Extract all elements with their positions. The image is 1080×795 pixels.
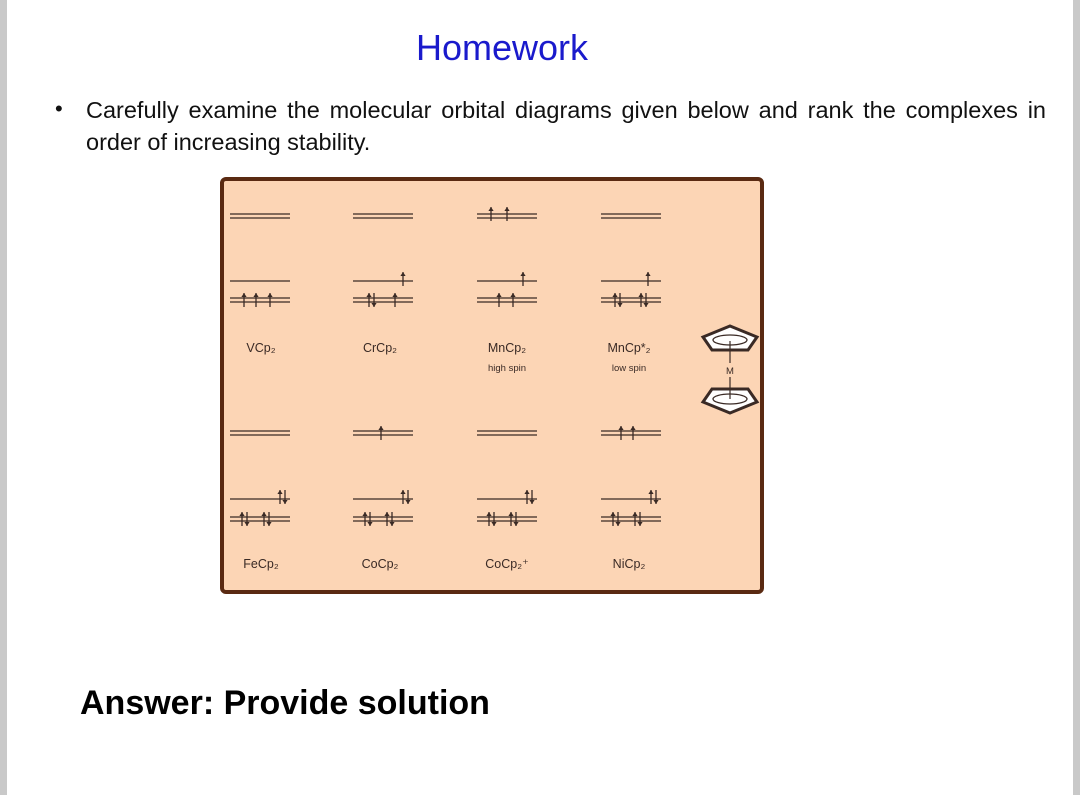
mo-electron-cr-4-head [400,272,405,276]
mo-electron-co-5-head [400,490,405,494]
slide-title: Homework [415,27,589,68]
mo-electron-coplus-1-head [486,512,491,516]
mo-electron-mnhs-2-head [504,207,509,211]
mo-electron-coplus-3-head [508,512,513,516]
mo-electron-ni-5-head [648,490,653,494]
mo-electron-mnhs-1-head [488,207,493,211]
mo-electron-fe-2-head [244,522,249,526]
mo-electron-v-1-head [241,293,246,297]
sublabel-top-2: high spin [487,363,527,374]
mo-electron-fe-4-head [266,522,271,526]
label-top-1: CrCp₂ [362,341,398,355]
label-bottom-3: NiCp₂ [612,557,646,571]
mo-electron-mnhs-5-head [510,293,515,297]
mo-electron-ni-8-head [630,426,635,430]
mo-diagrams-svg [224,181,760,590]
mo-electron-fe-3-head [261,512,266,516]
bullet-text: Carefully examine the molecular orbital diagrams given below and rank the complexes in order of increasing stability. [86,97,1046,155]
mo-electron-v-2-head [253,293,258,297]
mo-electron-co-3-head [384,512,389,516]
mo-electron-coplus-6-head [529,500,534,504]
mo-electron-cr-1-head [366,293,371,297]
mo-electron-co-7-head [378,426,383,430]
mo-electron-fe-1-head [239,512,244,516]
mo-electron-mnls-5-head [645,272,650,276]
mo-electron-mnls-2-head [617,303,622,307]
mo-electron-coplus-5-head [524,490,529,494]
mo-electron-co-2-head [367,522,372,526]
mo-electron-ni-2-head [615,522,620,526]
label-bottom-2: CoCp₂⁺ [485,557,529,571]
mo-electron-v-3-head [267,293,272,297]
mo-electron-co-4-head [389,522,394,526]
mo-electron-coplus-4-head [513,522,518,526]
mo-electron-ni-3-head [632,512,637,516]
mo-diagram-figure [220,177,764,594]
label-top-3: MnCp*₂ [607,341,651,355]
label-top-0: VCp₂ [246,341,276,355]
mo-electron-mnls-1-head [612,293,617,297]
mo-electron-cr-2-head [371,303,376,307]
mo-electron-mnls-4-head [643,303,648,307]
mo-electron-mnhs-3-head [520,272,525,276]
label-bottom-0: FeCp₂ [243,557,279,571]
mo-electron-mnhs-4-head [496,293,501,297]
mo-electron-ni-1-head [610,512,615,516]
mo-electron-co-6-head [405,500,410,504]
mo-electron-fe-6-head [282,500,287,504]
mo-electron-ni-7-head [618,426,623,430]
mo-electron-fe-5-head [277,490,282,494]
label-top-2: MnCp₂ [487,341,527,355]
mo-electron-mnls-3-head [638,293,643,297]
metallocene-metal-label: M [726,366,734,377]
mo-electron-ni-6-head [653,500,658,504]
bullet-marker: • [55,96,63,121]
mo-electron-co-1-head [362,512,367,516]
slide [7,0,1073,795]
label-bottom-1: CoCp₂ [361,557,399,571]
mo-electron-ni-4-head [637,522,642,526]
mo-electron-cr-3-head [392,293,397,297]
sublabel-top-3: low spin [611,363,647,374]
mo-electron-coplus-2-head [491,522,496,526]
answer-text: Answer: Provide solution [80,684,490,722]
